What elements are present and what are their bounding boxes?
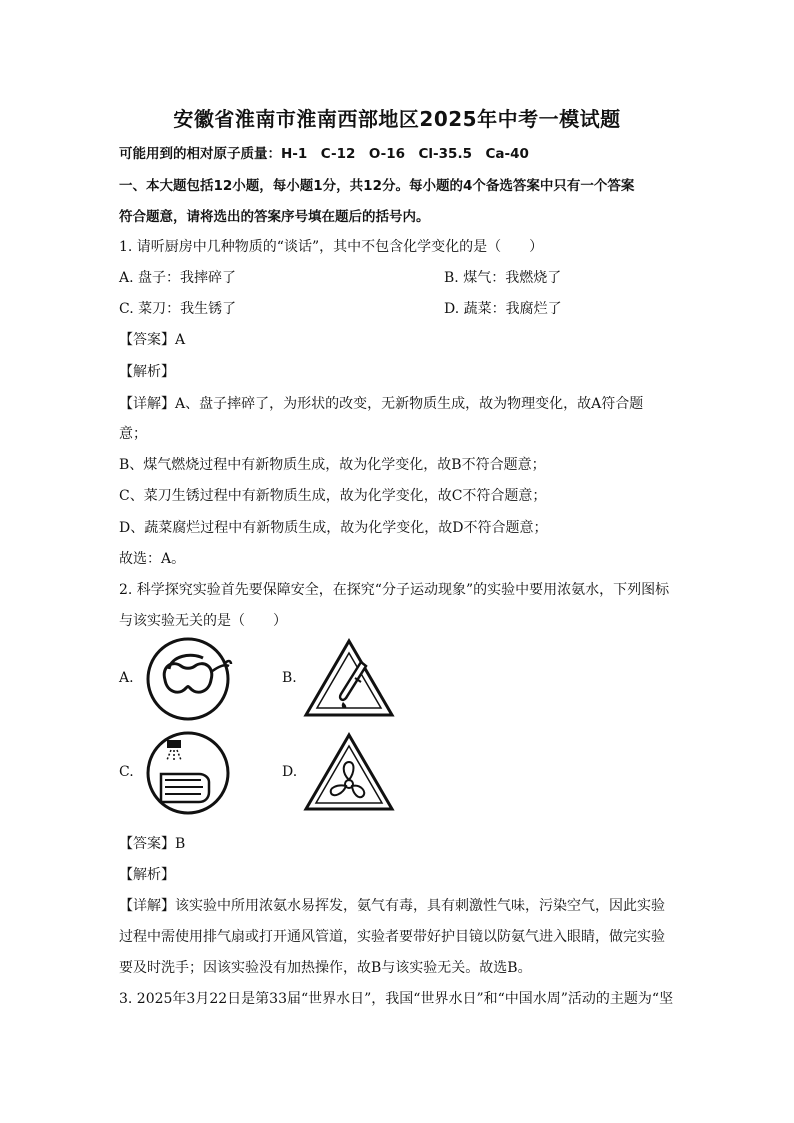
q2-label-a: A. xyxy=(119,670,134,686)
q1-answer: 【答案】A xyxy=(119,332,186,348)
q2-detail-line3: 要及时洗手；因该实验没有加热操作，故B与该实验无关。故选B。 xyxy=(119,960,532,976)
q2-detail-line1: 【详解】该实验中所用浓氨水易挥发，氨气有毒，具有刺激性气味，污染空气，因此实验 xyxy=(119,898,665,914)
q1-option-b: B. 煤气：我燃烧了 xyxy=(444,270,562,286)
q2-label-b: B. xyxy=(282,670,297,686)
q1-option-a: A. 盘子：我摔碎了 xyxy=(119,270,237,286)
q1-detail-line1: 【详解】A、盘子摔碎了，为形状的改变，无新物质生成，故为物理变化，故A符合题 xyxy=(119,396,644,412)
q2-analysis-label: 【解析】 xyxy=(119,867,175,883)
goggles-icon xyxy=(143,636,233,722)
q1-option-c: C. 菜刀：我生锈了 xyxy=(119,301,237,317)
q3-stem-line1: 3. 2025年3月22日是第33届“世界水日”，我国“世界水日”和“中国水周”活动的主题为“坚 xyxy=(119,991,674,1007)
ventilation-fan-icon xyxy=(303,732,395,812)
section-instruction-line1: 一、本大题包括12小题，每小题1分，共12分。每小题的4个备选答案中只有一个答案 xyxy=(119,178,635,194)
q2-stem-line1: 2. 科学探究实验首先要保障安全，在探究“分子运动现象”的实验中要用浓氨水，下列图标 xyxy=(119,582,670,598)
q1-conclusion: 故选：A。 xyxy=(119,551,186,567)
section-instruction-line2: 符合题意，请将选出的答案序号填在题后的括号内。 xyxy=(119,209,430,225)
q2-detail-line2: 过程中需使用排气扇或打开通风管道，实验者要带好护目镜以防氨气进入眼睛，做完实验 xyxy=(119,929,665,945)
q1-analysis-label: 【解析】 xyxy=(119,364,175,380)
hand-wash-icon xyxy=(143,730,233,816)
q2-stem-line2: 与该实验无关的是（ ） xyxy=(119,613,287,629)
q1-detail-line5: D、蔬菜腐烂过程中有新物质生成，故为化学变化，故D不符合题意； xyxy=(119,520,548,536)
q1-detail-line2: 意； xyxy=(119,426,147,442)
heating-warning-icon xyxy=(303,638,395,718)
q1-stem: 1. 请听厨房中几种物质的“谈话”，其中不包含化学变化的是（ ） xyxy=(119,239,544,255)
q1-detail-line4: C、菜刀生锈过程中有新物质生成，故为化学变化，故C不符合题意； xyxy=(119,488,547,504)
q2-answer: 【答案】B xyxy=(119,836,186,852)
page-title: 安徽省淮南市淮南西部地区2025年中考一模试题 xyxy=(173,107,621,131)
q1-detail-line3: B、煤气燃烧过程中有新物质生成，故为化学变化，故B不符合题意； xyxy=(119,457,546,473)
atomic-mass-note: 可能用到的相对原子质量：H-1 C-12 O-16 Cl-35.5 Ca-40 xyxy=(119,146,529,162)
q2-label-d: D. xyxy=(282,764,298,780)
q2-label-c: C. xyxy=(119,764,134,780)
q1-option-d: D. 蔬菜：我腐烂了 xyxy=(444,301,562,317)
